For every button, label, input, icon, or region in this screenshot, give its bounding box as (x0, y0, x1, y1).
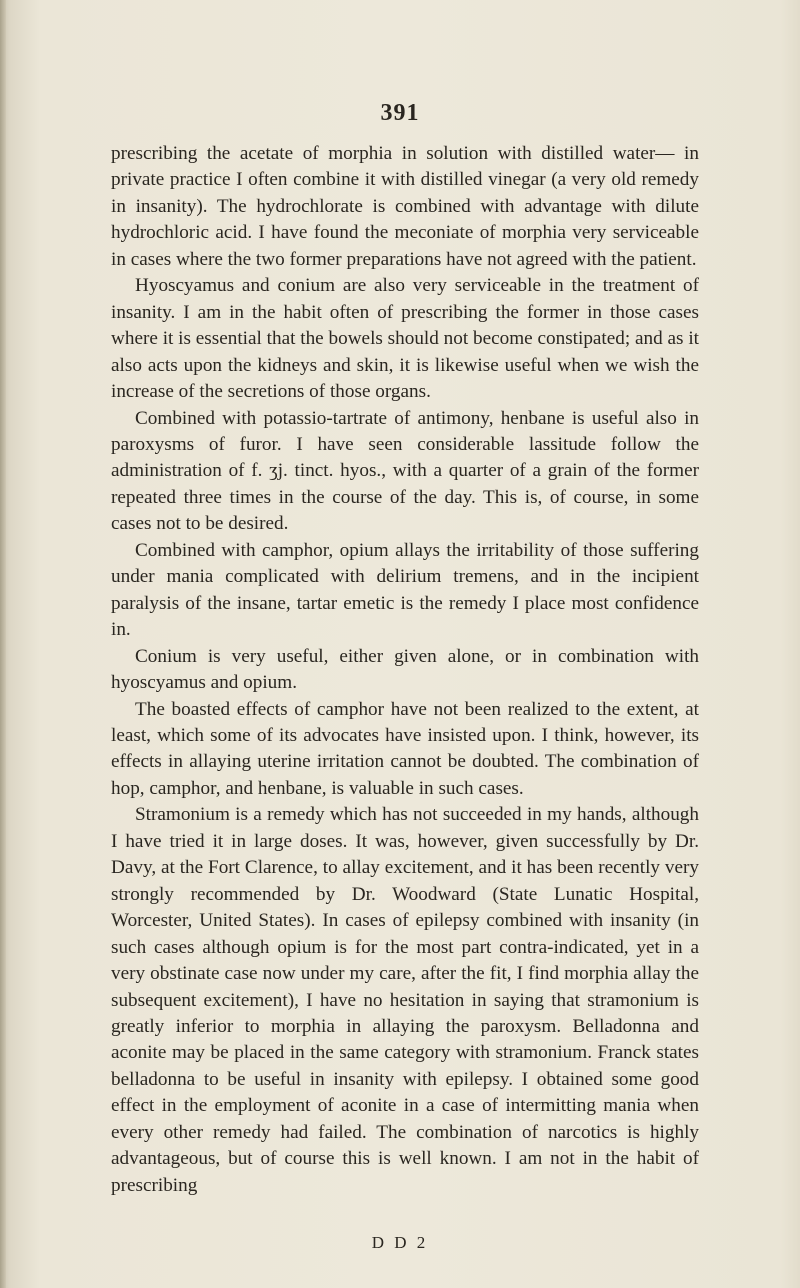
paragraph-camphor-effects: The boasted effects of camphor have not been realized to the extent, at least, which some of its advocates have insisted upon. I think, however, its effects in allaying uterine irritation cannot be doubted. The combination of hop, camphor, and henbane, is valuable in such cases. (111, 698, 699, 799)
paragraph-stramonium: Stramonium is a remedy which has not succeeded in my hands, although I have tried it in large doses. It was, however, given successfully by Dr. Davy, at the Fort Clarence, to allay excitement, and it has been recently very strongly recommended by Dr. Woodward (State Lunatic Hospital, Worcester, United States). In cases of epilepsy combined with insanity (in such cases although opium is for the most part contra-indicated, yet in a very obstinate case now under my care, after the fit, I find morphia allay the subsequent excitement), I have no hesitation in saying that stramonium is greatly inferior to morphia in allaying the paroxysm. Belladonna and aconite may be placed in the same category with stramonium. Franck states belladonna to be useful in insanity with epilepsy. I obtained some good effect in the employment of aconite in a case of intermitting mania when every other remedy had failed. The combination of narcotics is highly advantageous, but of course this is well known. I am not in the habit of prescribing (111, 804, 699, 1196)
signature-mark: D D 2 (371, 1233, 429, 1252)
paragraph-conium: Conium is very useful, either given alone, or in combination with hyoscyamus and opium. (111, 645, 699, 694)
body-text (111, 141, 699, 1199)
paragraph-hyoscyamus-conium: Hyoscyamus and conium are also very serviceable in the treatment of insanity. I am in the habit often of prescribing the former in those cases where it is essential that the bowels should not become constipated; and as it also acts upon the kidneys and skin, it is likewise useful when we wish the increase of the secretions of those organs. (111, 275, 699, 403)
binding-shadow (0, 0, 6, 1288)
paragraph-morphia-continuation: prescribing the acetate of morphia in solution with distilled water— in private practice I often combine it with distilled vinegar (a very old remedy in insanity). The hydrochlorate is combined with advantage with dilute hydrochloric acid. I have found the meconiate of morphia very serviceable in cases where the two former preparations have not agreed with the patient. (111, 143, 699, 270)
paragraph-antimony-henbane: Combined with potassio-tartrate of antimony, henbane is useful also in paroxysms of furor. I have seen considerable lassitude follow the administration of f. ʒj. tinct. hyos., with a quarter of a grain of the former repeated three times in the course of the day. This is, of course, in some cases not to be desired. (111, 407, 699, 535)
paragraph-camphor-opium: Combined with camphor, opium allays the irritability of those suffering under mania complicated with delirium tremens, and in the incipient paralysis of the insane, tartar emetic is the remedy I place most confidence in. (111, 539, 699, 641)
page-number: 391 (380, 100, 420, 126)
